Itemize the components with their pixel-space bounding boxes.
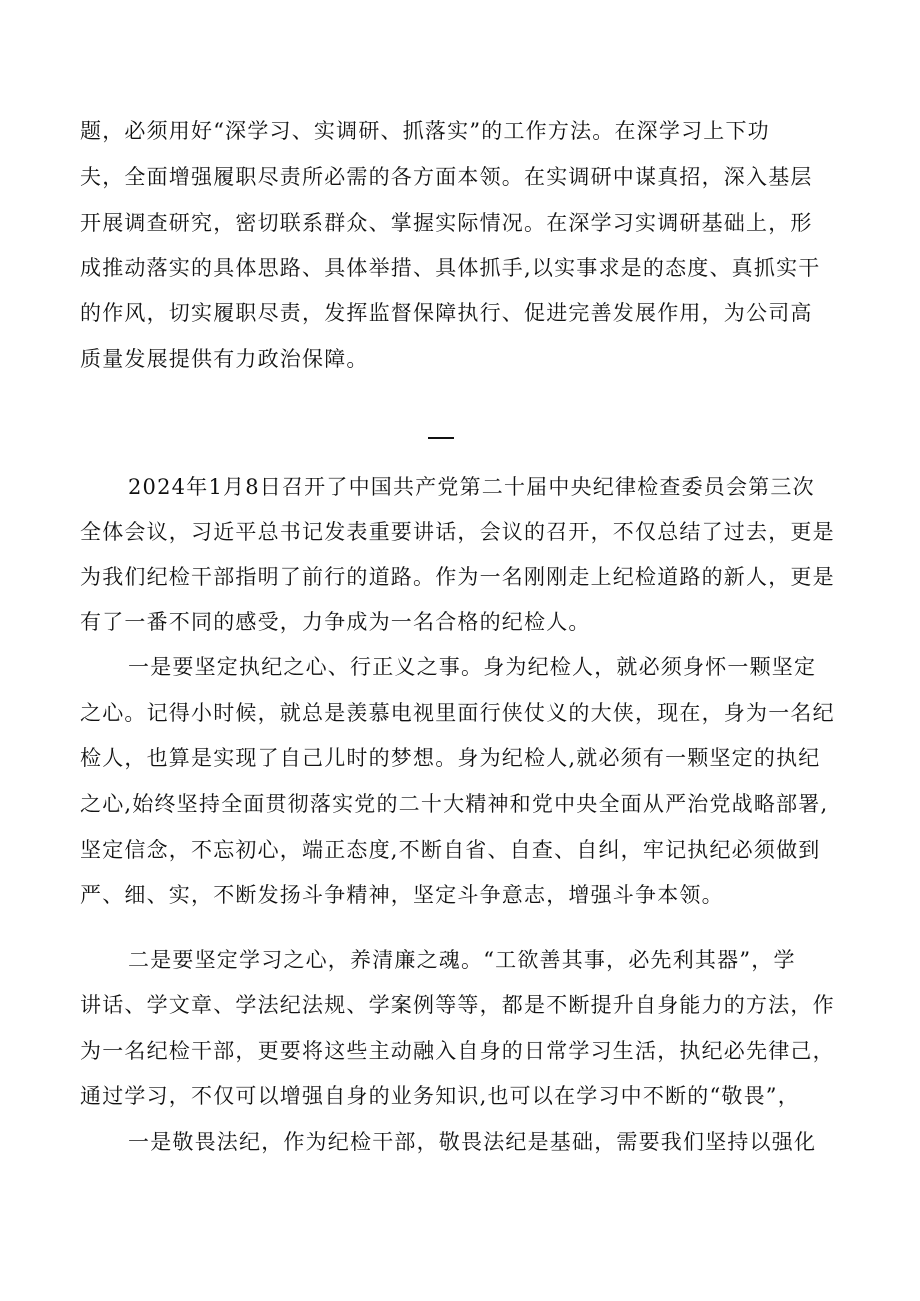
text-line: 坚定信念，不忘初心，端正态度,不断自省、自查、自纠，牢记执纪必须做到 bbox=[80, 838, 821, 862]
section-divider bbox=[428, 437, 454, 439]
text-line: 为我们纪检干部指明了前行的道路。作为一名刚刚走上纪检道路的新人，更是 bbox=[80, 565, 835, 589]
text-line: 质量发展提供有力政治保障。 bbox=[80, 347, 369, 371]
text-line: 二是要坚定学习之心，养清廉之魂。“工欲善其事，必先利其器”，学 bbox=[128, 948, 796, 972]
text-line: 之心。记得小时候，就总是羡慕电视里面行侠仗义的大侠，现在，身为一名纪 bbox=[80, 701, 835, 725]
text-line: 为一名纪检干部，更要将这些主动融入自身的日常学习生活，执纪必先律己， bbox=[80, 1039, 835, 1063]
text-line: 题，必须用好“深学习、实调研、抓落实”的工作方法。在深学习上下功 bbox=[80, 119, 770, 143]
text-line: 之心,始终坚持全面贯彻落实党的二十大精神和党中央全面从严治党战略部署, bbox=[80, 792, 829, 816]
text-line: 通过学习，不仅可以增强自身的业务知识,也可以在学习中不断的“敬畏”， bbox=[80, 1084, 800, 1108]
text-line: 夫，全面增强履职尽责所必需的各方面本领。在实调研中谋真招，深入基层 bbox=[80, 165, 813, 189]
text-line: 开展调查研究，密切联系群众、掌握实际情况。在深学习实调研基础上，形 bbox=[80, 211, 813, 235]
text-line: 全体会议，习近平总书记发表重要讲话，会议的召开，不仅总结了过去，更是 bbox=[80, 520, 835, 544]
text-line: 检人，也算是实现了自己儿时的梦想。身为纪检人,就必须有一颗坚定的执纪 bbox=[80, 746, 821, 770]
text-line: 严、细、实，不断发扬斗争精神，坚定斗争意志，增强斗争本领。 bbox=[80, 883, 724, 907]
text-line: 有了一番不同的感受，力争成为一名合格的纪检人。 bbox=[80, 610, 591, 634]
text-line: 的作风，切实履职尽责，发挥监督保障执行、促进完善发展作用，为公司高 bbox=[80, 301, 813, 325]
text-line: 讲话、学文章、学法纪法规、学案例等等，都是不断提升自身能力的方法，作 bbox=[80, 993, 835, 1017]
text-line: 成推动落实的具体思路、具体举措、具体抓手,以实事求是的态度、真抓实干 bbox=[80, 256, 821, 280]
text-line: 2024年1月8日召开了中国共产党第二十届中央纪律检查委员会第三次 bbox=[128, 475, 815, 499]
text-line: 一是要坚定执纪之心、行正义之事。身为纪检人，就必须身怀一颗坚定 bbox=[128, 655, 817, 679]
text-line: 一是敬畏法纪，作为纪检干部，敬畏法纪是基础，需要我们坚持以强化 bbox=[128, 1130, 817, 1154]
